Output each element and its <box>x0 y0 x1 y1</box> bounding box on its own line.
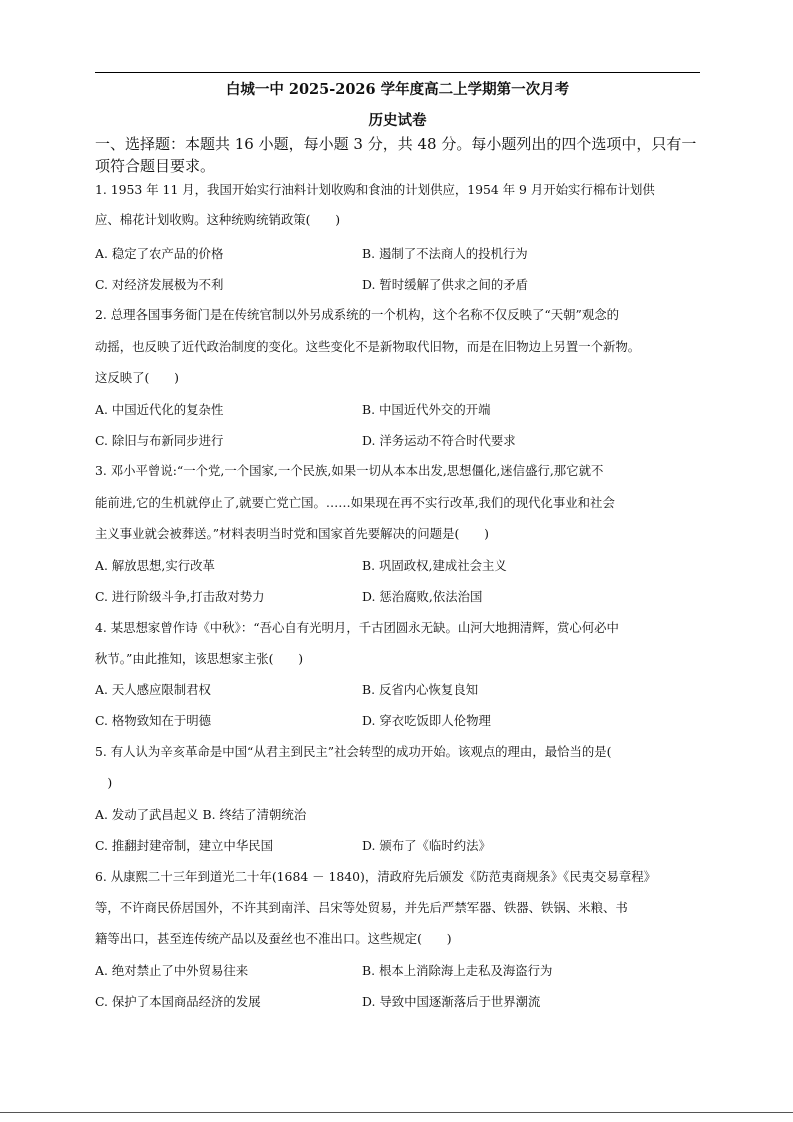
question-4-option-b: B. 反省内心恢复良知 <box>362 682 479 697</box>
question-3-line-2: 能前进,它的生机就停止了,就要亡党亡国。……如果现在再不实行改革,我们的现代化事业和社会 <box>95 495 615 510</box>
question-2-line-1: 2. 总理各国事务衙门是在传统官制以外另成系统的一个机构，这个名称不仅反映了“天朝”观念的 <box>95 307 620 322</box>
question-5-option-c: C. 推翻封建帝制，建立中华民国 <box>95 838 273 853</box>
question-2-option-c: C. 除旧与布新同步进行 <box>95 433 224 448</box>
question-2-option-a: A. 中国近代化的复杂性 <box>95 402 224 417</box>
question-6-option-a: A. 绝对禁止了中外贸易往来 <box>95 963 249 978</box>
footer-rule <box>0 1112 793 1113</box>
question-4-option-c: C. 格物致知在于明德 <box>95 713 212 728</box>
section-heading: 一、选择题：本题共 16 小题，每小题 3 分，共 48 分。每小题列出的四个选项中，只有一项符合题目要求。 <box>95 135 697 175</box>
question-3-line-3: 主义事业就会被葬送。”材料表明当时党和国家首先要解决的问题是( ) <box>95 526 489 541</box>
question-3-option-b: B. 巩固政权,建成社会主义 <box>362 558 507 573</box>
question-1-option-a: A. 稳定了农产品的价格 <box>95 246 224 261</box>
question-1-line-1: 1. 1953 年 11 月，我国开始实行油料计划收购和食油的计划供应，1954 年 9 月开始实行棉布计划供 <box>95 182 655 197</box>
question-5-line-2: ) <box>95 775 113 790</box>
question-6-option-b: B. 根本上消除海上走私及海盗行为 <box>362 963 553 978</box>
question-4-line-2: 秋节。”由此推知，该思想家主张( ) <box>95 651 304 666</box>
question-3-line-1: 3. 邓小平曾说:“一个党,一个国家,一个民族,如果一切从本本出发,思想僵化,迷信盛行,那它就不 <box>95 463 604 478</box>
exam-title: 白城一中 2025-2026 学年度高二上学期第一次月考 <box>225 81 570 98</box>
question-2-line-2: 动摇，也反映了近代政治制度的变化。这些变化不是新物取代旧物，而是在旧物边上另置一个新物。 <box>95 339 641 354</box>
header-rule <box>95 72 700 73</box>
question-5-line-1: 5. 有人认为辛亥革命是中国“从君主到民主”社会转型的成功开始。该观点的理由，最恰当的是( <box>95 744 612 759</box>
question-4-line-1: 4. 某思想家曾作诗《中秋》：“吾心自有光明月，千古团圆永无缺。山河大地拥清辉，赏心何必中 <box>95 620 619 635</box>
question-6-line-1: 6. 从康熙二十三年到道光二十年(1684 － 1840)，清政府先后颁发《防范夷商规条》《民夷交易章程》 <box>95 869 657 884</box>
question-3-option-a: A. 解放思想,实行改革 <box>95 558 215 573</box>
question-1-option-c: C. 对经济发展极为不利 <box>95 277 224 292</box>
question-2-option-d: D. 洋务运动不符合时代要求 <box>362 433 516 448</box>
question-1-option-d: D. 暂时缓解了供求之间的矛盾 <box>362 277 529 292</box>
question-6-option-d: D. 导致中国逐渐落后于世界潮流 <box>362 994 541 1009</box>
question-3-option-d: D. 惩治腐败,依法治国 <box>362 589 483 604</box>
question-4-option-d: D. 穿衣吃饭即人伦物理 <box>362 713 491 728</box>
question-5-option-d: D. 颁布了《临时约法》 <box>362 838 491 853</box>
question-2-option-b: B. 中国近代外交的开端 <box>362 402 491 417</box>
question-1-line-2: 应、棉花计划收购。这种统购统销政策( ) <box>95 212 341 227</box>
question-1-option-b: B. 遏制了不法商人的投机行为 <box>362 246 528 261</box>
question-5-option-ab: A. 发动了武昌起义 B. 终结了清朝统治 <box>95 807 307 822</box>
subject-title: 历史试卷 <box>368 112 427 129</box>
question-6-line-3: 籍等出口，甚至连传统产品以及蚕丝也不准出口。这些规定( ) <box>95 931 452 946</box>
question-6-line-2: 等，不许商民侨居国外，不许其到南洋、吕宋等处贸易，并先后严禁军器、铁器、铁锅、米粮、书 <box>95 900 628 915</box>
question-2-line-3: 这反映了( ) <box>95 370 180 385</box>
question-3-option-c: C. 进行阶级斗争,打击敌对势力 <box>95 589 265 604</box>
question-6-option-c: C. 保护了本国商品经济的发展 <box>95 994 261 1009</box>
question-4-option-a: A. 天人感应限制君权 <box>95 682 211 697</box>
